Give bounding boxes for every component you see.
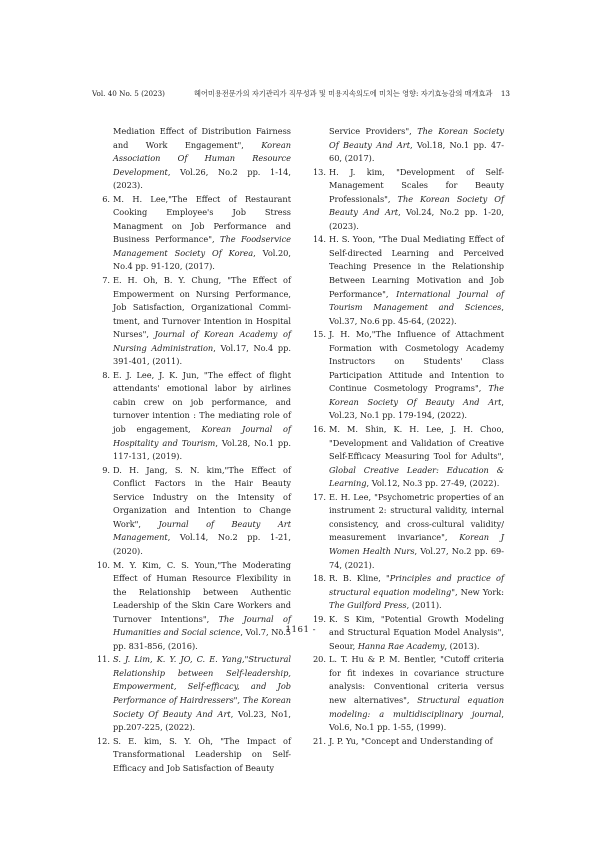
reference-number: 18. — [312, 573, 326, 584]
reference-entry — [94, 125, 291, 193]
header-page-number: 13 — [500, 89, 510, 98]
reference-entry — [94, 464, 291, 559]
reference-text: ", New York: — [451, 586, 504, 597]
reference-text: , Vol.23, No.1 pp. 179-194, (2022). — [329, 396, 504, 421]
reference-text: , Vol.24, No.2 pp. 1-20, (2023). — [329, 207, 504, 231]
reference-source-italic: The Korean Society Of Beauty And Art — [329, 126, 505, 150]
reference-text: H. S. Yoon, "The Dual Mediating Effect of Self-directed Learning and Perceived Teaching Presence in the Relationship Between Learning Motivation and Job Performance", — [329, 234, 504, 299]
reference-source-italic: Korean J Women Health Nurs — [329, 532, 504, 556]
reference-source-italic: Global Creative Leader: Education & Learning — [329, 464, 504, 489]
reference-source-italic: Principles and practice of structural equation modeling — [329, 573, 504, 597]
reference-text: , Vol.18, No.1 pp. 47-60, (2017). — [329, 139, 504, 164]
reference-source-italic: Journal of Korean Academy of Nursing Administration — [113, 329, 291, 353]
reference-number: 6. — [102, 193, 110, 204]
reference-entry — [94, 653, 291, 734]
reference-entry — [94, 735, 291, 776]
reference-text: M. H. Lee,"The Effect of Restaurant Cooking Employee's Job Stress Managment on Job Performance and Business Performance", — [113, 193, 291, 245]
reference-source-italic: International Journal of Tourism Management and Sciences — [329, 288, 504, 313]
reference-number: 15. — [312, 329, 326, 340]
reference-source-italic: The Korean Society Of Beauty And Art — [329, 193, 504, 218]
page-footer — [0, 625, 595, 635]
reference-text: , Vol.26, No.2 pp. 1-14, (2023). — [113, 166, 291, 191]
reference-source-italic: Korean Journal of Hospitality and Tourism — [113, 424, 291, 448]
reference-entry — [310, 233, 504, 328]
reference-number: 13. — [312, 166, 326, 177]
reference-entry — [310, 328, 504, 423]
reference-entry — [94, 369, 291, 464]
reference-text: , (2011). — [406, 600, 442, 611]
reference-entry — [94, 274, 291, 369]
reference-source-italic: The Foodservice Management Society Of Korea — [113, 234, 292, 258]
reference-text: K. S Kim, "Potential Growth Modeling and Structural Equation Model Analysis", Seour, — [329, 613, 504, 651]
reference-text: , Vol.7, No.5 pp. 831-856, (2016). — [113, 627, 292, 651]
reference-text: J. P. Yu, "Concept and Understanding of — [329, 735, 493, 746]
reference-entry — [310, 166, 504, 234]
reference-number: 19. — [312, 613, 326, 624]
reference-entry — [310, 572, 504, 613]
reference-text: , Vol.12, No.3 pp. 27-49, (2022). — [366, 478, 500, 489]
reference-text: , Vol.14, No.2 pp. 1-21, (2020). — [113, 532, 291, 556]
reference-number: 11. — [96, 654, 110, 665]
reference-source-italic: Hanna Rae Academy — [357, 640, 445, 651]
reference-text: M. M. Shin, K. H. Lee, J. H. Choo, "Development and Validation of Creative Self-Efficacy Measuring Tool for Adults", — [329, 424, 504, 462]
reference-source-italic: Structural equation modeling: a multidisciplinary journal — [329, 694, 504, 719]
reference-number: 17. — [312, 491, 326, 502]
reference-number: 7. — [102, 275, 110, 286]
reference-text: , Vol.37, No.6 pp. 45-64, (2022). — [329, 302, 504, 326]
reference-text: D. H. Jang, S. N. kim,"The Effect of Conflict Factors in the Hair Beauty Service Industry on the Intensity of Organization and Intention to Change Work", — [113, 464, 291, 529]
reference-text: , Vol.17, No.4 pp. 391-401, (2011). — [113, 342, 291, 367]
reference-text: , (2013). — [444, 640, 480, 651]
journal-volume: Vol. 40 No. 5 (2023) — [92, 89, 165, 98]
reference-text: R. B. Kline, " — [329, 573, 390, 584]
reference-source-italic: Journal of Beauty Art Management — [113, 518, 291, 543]
reference-number: 20. — [312, 654, 326, 665]
reference-text: Service Providers", — [329, 126, 418, 136]
reference-number: 9. — [102, 464, 110, 475]
reference-source-italic: The Journal of Humanities and Social science — [113, 613, 291, 638]
references-right-column — [310, 125, 504, 748]
running-title: 헤어미용전문가의 자기관리가 직무성과 및 미용지속의도에 미치는 영향: 자기효능감의 매개효과 — [194, 89, 493, 98]
reference-text: E. H. Oh, B. Y. Chung, "The Effect of Empowerment on Nursing Performance, Job Satisfaction, Organizational Commi- tment, and Turnover Intention in Hospital Nurses", — [113, 275, 291, 340]
reference-text: , Vol.23, No1, pp.207-225, (2022). — [113, 708, 292, 733]
reference-entry — [310, 125, 504, 166]
running-header — [92, 88, 510, 100]
reference-text: , Vol.28, No.1 pp. 117-131, (2019). — [113, 437, 291, 462]
footer-page-number: - 1161 - — [278, 625, 317, 635]
reference-entry — [310, 491, 504, 572]
reference-source-italic: The Guilford Press — [329, 600, 407, 611]
reference-entry — [94, 193, 291, 274]
reference-source-italic: S. J. Lim, K. Y. JO, C. E. Yang,"Structural Relationship between Self-leadership, Empowerment, Self-efficacy, and Job Performance of Hairdressers", The Korean Society Of Beauty And Art — [113, 654, 291, 719]
reference-text: , Vol.20, No.4 pp. 91-120, (2017). — [113, 247, 291, 272]
reference-text: H. J. kim, "Development of Self-Management Scales for Beauty Professionals", — [329, 166, 504, 204]
reference-entry — [310, 423, 504, 491]
reference-source-italic: Korean Association Of Human Resource Development — [113, 139, 291, 177]
reference-number: 14. — [312, 234, 326, 245]
reference-text: E. J. Lee, J. K. Jun, "The effect of flight attendants' emotional labor by airlines cabin crew on job performance, and turnover intention : The mediating role of job engagement, — [113, 369, 291, 435]
reference-entry — [310, 653, 504, 734]
reference-entry — [310, 735, 504, 749]
reference-number: 10. — [96, 559, 110, 570]
reference-text: Mediation Effect of Distribution Fairness and Work Engagement", — [113, 126, 291, 150]
reference-text: , Vol.27, No.2 pp. 69-74, (2021). — [329, 545, 504, 570]
reference-number: 16. — [312, 424, 326, 435]
reference-source-italic: The Korean Society Of Beauty And Art — [329, 383, 504, 407]
reference-text: J. H. Mo,"The Influence of Attachment Formation with Cosmetology Academy Instructors on Students' Class Participation Attitude and Intention to Continue Cosmetology Programs", — [329, 329, 504, 394]
reference-text: E. H. Lee, "Psychometric properties of an instrument 2: structural validity, internal consistency, and cross-cultural validity/ measurement invariance", — [329, 491, 504, 543]
reference-number: 21. — [312, 735, 326, 746]
reference-text: , Vol.6, No.1 pp. 1-55, (1999). — [329, 708, 504, 733]
reference-text: M. Y. Kim, C. S. Youn,"The Moderating Effect of Human Resource Flexibility in the Relationship between Authentic Leadership of the Skin Care Workers and Turnover Intentions", — [113, 559, 291, 624]
reference-number: 12. — [96, 735, 110, 746]
references-left-column — [94, 125, 291, 775]
reference-number: 8. — [102, 369, 110, 380]
reference-entry — [94, 559, 291, 654]
reference-text: S. E. kim, S. Y. Oh, "The Impact of Transformational Leadership on Self-Efficacy and Job Satisfaction of Beauty — [113, 735, 291, 773]
reference-text: L. T. Hu & P. M. Bentler, "Cutoff criteria for fit indexes in covariance structure analysis: Conventional criteria versus new alternatives", — [329, 654, 504, 705]
